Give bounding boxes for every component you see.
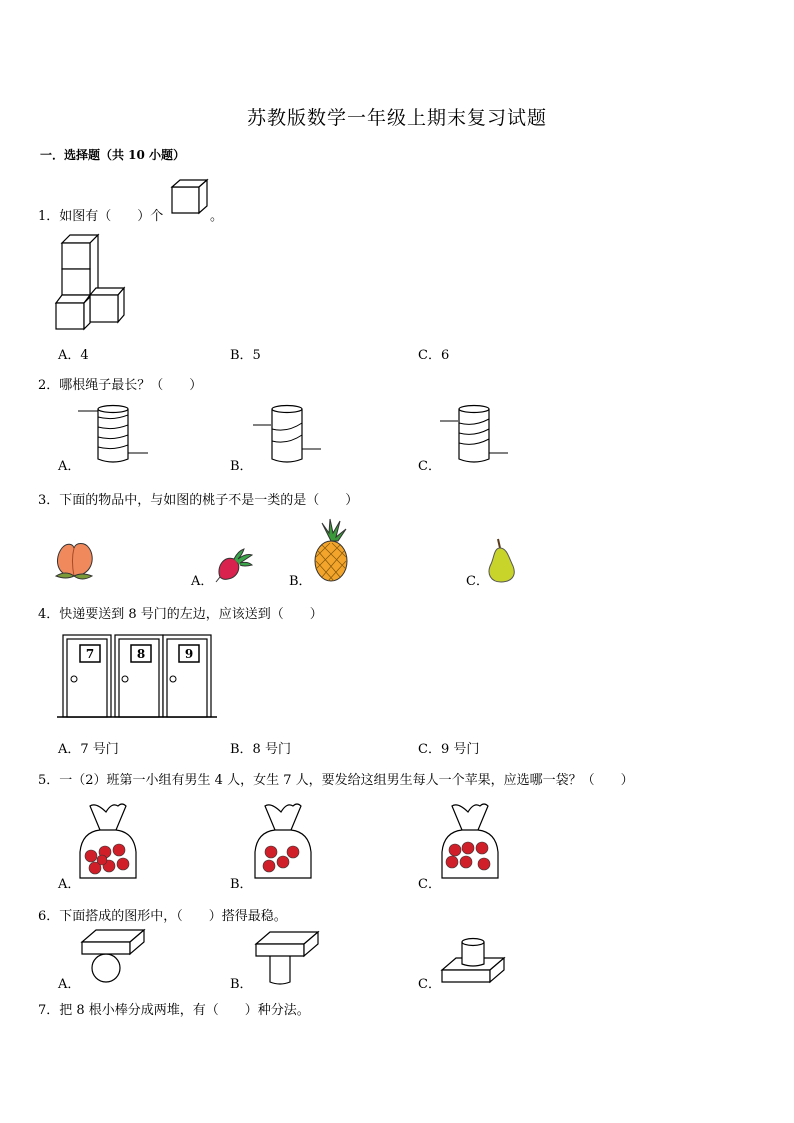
door-number-8: 8	[136, 647, 146, 661]
section-heading: 一．选择题（共 10 小题）	[40, 148, 186, 162]
q1-option-a[interactable]: A．4	[58, 348, 89, 363]
question-5-text: 5．一（2）班第一小组有男生 4 人，女生 7 人，要发给这组男生每人一个苹果，应选哪一袋？（ ）	[38, 773, 634, 788]
doors-figure	[57, 633, 217, 721]
radish-icon	[214, 547, 258, 583]
q2-option-b[interactable]: B．	[230, 459, 253, 474]
q4-option-a[interactable]: A．7 号门	[58, 742, 119, 757]
page-title: 苏教版数学一年级上期末复习试题	[246, 107, 547, 129]
question-2-text: 2．哪根绳子最长？（ ）	[38, 378, 203, 393]
q1-option-c[interactable]: C．6	[418, 348, 450, 363]
q6-option-b[interactable]: B．	[230, 977, 253, 992]
pear-icon	[485, 538, 521, 584]
shape-a-box-on-ball-figure	[80, 928, 150, 984]
question-1-text-after: 。	[210, 209, 224, 224]
q3-option-b[interactable]: B．	[289, 574, 312, 589]
rope-cylinder-a-figure	[78, 405, 150, 465]
question-7-text: 7．把 8 根小棒分成两堆，有（ ）种分法。	[38, 1003, 310, 1018]
q1-option-b[interactable]: B．5	[230, 348, 261, 363]
q5-option-b[interactable]: B．	[230, 877, 253, 892]
door-number-9: 9	[184, 647, 194, 661]
q2-option-a[interactable]: A．	[58, 459, 81, 474]
question-1-text-before: 1．如图有（ ）个	[38, 209, 164, 224]
question-4-text: 4．快递要送到 8 号门的左边，应该送到（ ）	[38, 607, 323, 622]
rope-cylinder-c-figure	[440, 405, 512, 465]
door-number-7: 7	[85, 647, 95, 661]
q5-option-a[interactable]: A．	[58, 877, 81, 892]
q4-option-b[interactable]: B．8 号门	[230, 742, 291, 757]
question-3-text: 3．下面的物品中，与如图的桃子不是一类的是（ ）	[38, 493, 359, 508]
rope-cylinder-b-figure	[253, 405, 325, 465]
stacked-cubes-figure	[54, 233, 129, 333]
q2-option-c[interactable]: C．	[418, 459, 441, 474]
apple-bag-a-figure	[78, 800, 138, 880]
pineapple-icon	[310, 519, 352, 583]
apple-bag-c-figure	[440, 800, 500, 880]
q6-option-c[interactable]: C．	[418, 977, 441, 992]
q6-option-a[interactable]: A．	[58, 977, 81, 992]
question-6-text: 6．下面搭成的图形中，（ ）搭得最稳。	[38, 909, 287, 924]
apple-bag-b-figure	[253, 800, 313, 880]
q4-option-c[interactable]: C．9 号门	[418, 742, 480, 757]
q3-option-c[interactable]: C．	[466, 574, 489, 589]
q5-option-c[interactable]: C．	[418, 877, 441, 892]
q3-option-a[interactable]: A．	[191, 574, 214, 589]
small-cube-icon	[170, 178, 210, 216]
shape-c-cylinder-on-box-figure	[440, 936, 510, 986]
shape-b-box-on-cylinder-figure	[254, 930, 324, 986]
peach-icon	[52, 536, 98, 582]
